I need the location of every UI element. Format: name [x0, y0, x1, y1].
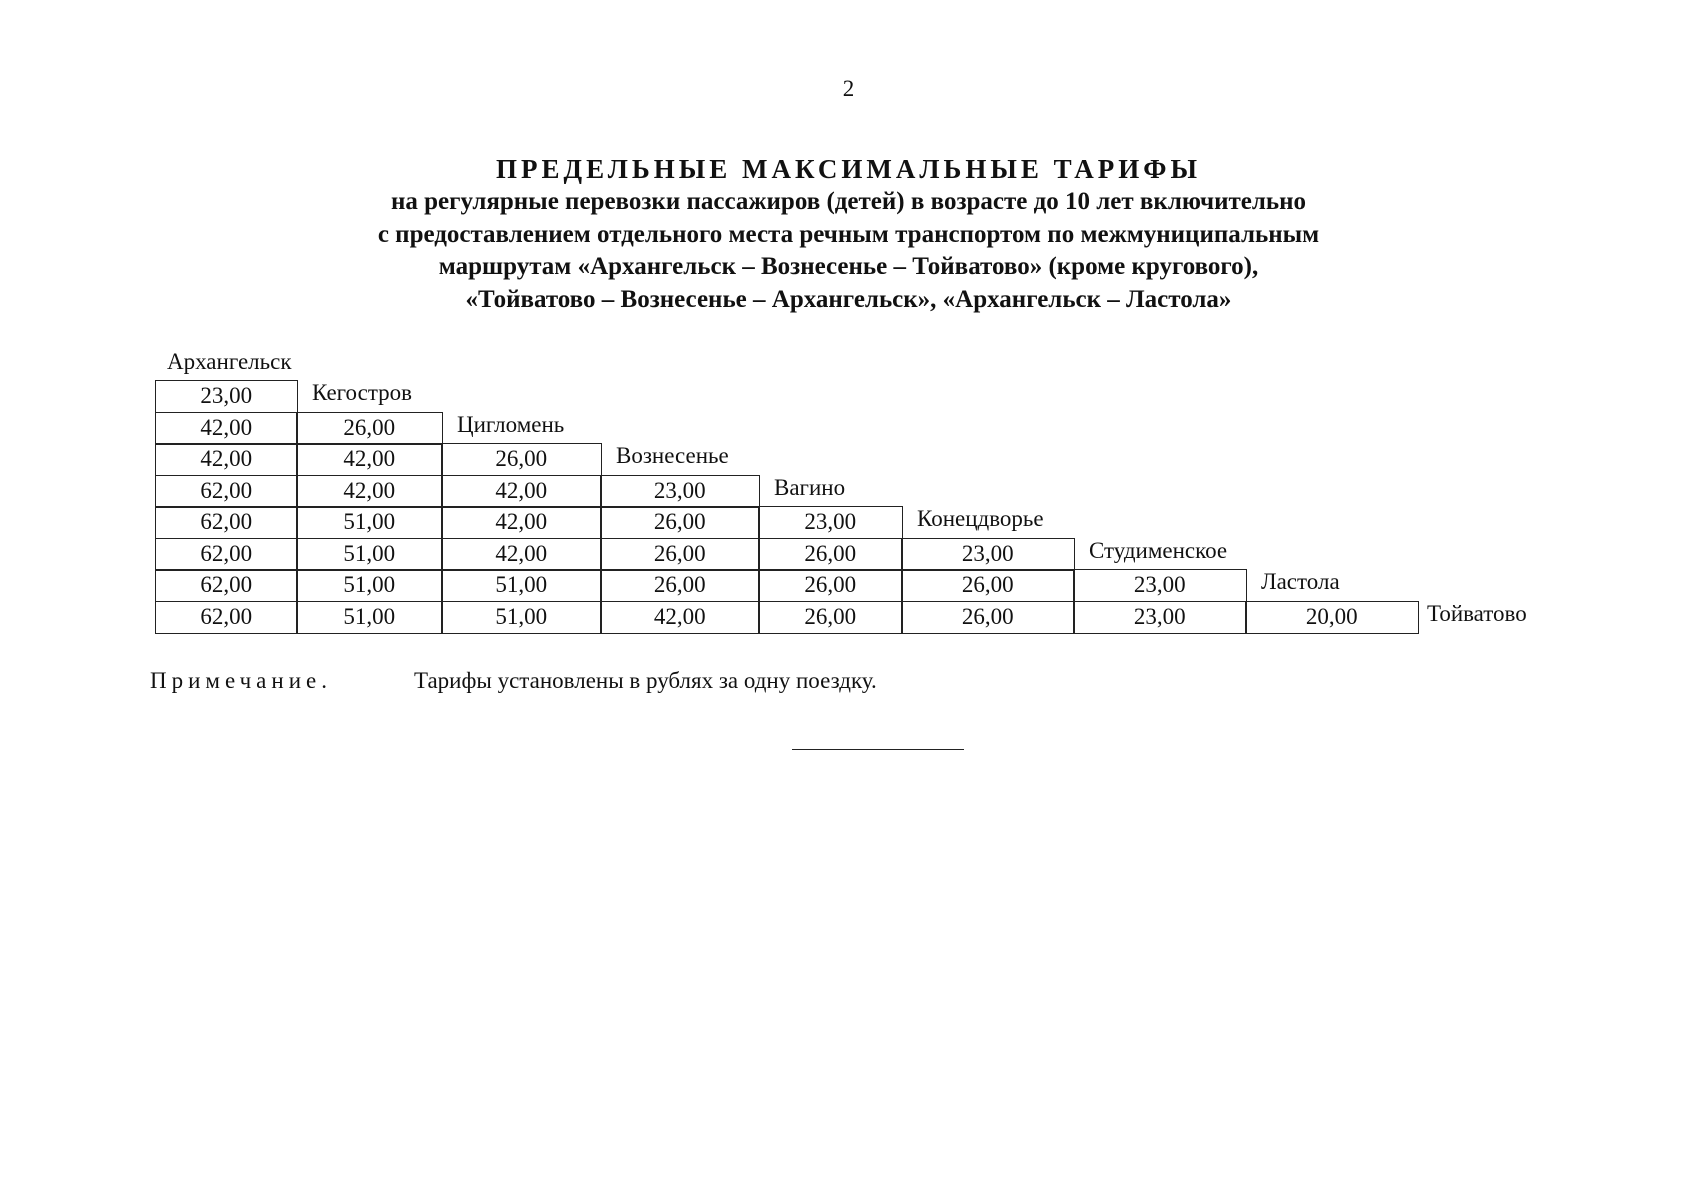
title-line-2: с предоставлением отдельного места речным транспортом по межмуниципальным: [377, 220, 1320, 248]
end-rule-divider: [792, 749, 964, 750]
page-number: 2: [842, 76, 855, 101]
fare-cell: 26,00: [758, 538, 903, 571]
fare-cell: 23,00: [600, 475, 760, 508]
station-label: Конецдворье: [917, 506, 1044, 531]
note-label: Примечание.: [150, 668, 332, 693]
title-line-3: маршрутам «Архангельск – Вознесенье – Тойватово» (кроме кругового),: [438, 253, 1259, 280]
fare-cell: 23,00: [901, 538, 1075, 571]
fare-cell: 62,00: [155, 506, 298, 539]
fare-cell: 26,00: [441, 443, 602, 476]
station-label: Вознесенье: [616, 443, 729, 468]
fare-cell: 51,00: [296, 506, 443, 539]
fare-cell: 42,00: [155, 412, 298, 445]
title-line-1: на регулярные перевозки пассажиров (детей) в возрасте до 10 лет включительно: [390, 188, 1307, 215]
fare-cell: 26,00: [758, 601, 903, 634]
fare-cell: 23,00: [1073, 569, 1247, 602]
fare-cell: 26,00: [600, 569, 760, 602]
fare-cell: 42,00: [296, 443, 443, 476]
fare-cell: 20,00: [1245, 601, 1419, 634]
fare-cell: 42,00: [600, 601, 760, 634]
fare-cell: 23,00: [1073, 601, 1247, 634]
station-label: Цигломень: [457, 411, 565, 437]
fare-cell: 62,00: [155, 538, 298, 571]
fare-cell: 42,00: [441, 475, 602, 508]
station-label: Кегостров: [312, 380, 413, 405]
document-title: ПРЕДЕЛЬНЫЕ МАКСИМАЛЬНЫЕ ТАРИФЫ: [496, 154, 1201, 184]
fare-cell: 26,00: [758, 569, 903, 602]
fare-cell: 62,00: [155, 475, 298, 508]
fare-cell: 62,00: [155, 601, 298, 634]
fare-cell: 51,00: [441, 569, 602, 602]
fare-cell: 42,00: [441, 506, 602, 539]
station-label: Ластола: [1261, 569, 1340, 594]
fare-cell: 23,00: [155, 380, 298, 413]
note-text: Тарифы установлены в рублях за одну поездку.: [414, 668, 877, 693]
fare-cell: 26,00: [901, 601, 1075, 634]
fare-cell: 23,00: [758, 506, 903, 539]
station-label: Тойватово: [1427, 600, 1527, 626]
station-label: Архангельск: [167, 348, 292, 374]
title-line-4: «Тойватово – Вознесенье – Архангельск», «Архангельск – Ластола»: [465, 285, 1232, 313]
fare-cell: 42,00: [155, 443, 298, 476]
fare-cell: 42,00: [441, 538, 602, 571]
fare-cell: 51,00: [296, 569, 443, 602]
fare-cell: 51,00: [441, 601, 602, 634]
fare-cell: 62,00: [155, 569, 298, 602]
fare-cell: 26,00: [296, 412, 443, 445]
fare-cell: 26,00: [600, 506, 760, 539]
fare-cell: 42,00: [296, 475, 443, 508]
fare-cell: 26,00: [600, 538, 760, 571]
fare-cell: 26,00: [901, 569, 1075, 602]
station-label: Вагино: [774, 474, 846, 500]
station-label: Студименское: [1089, 537, 1228, 563]
fare-cell: 51,00: [296, 601, 443, 634]
fare-cell: 51,00: [296, 538, 443, 571]
